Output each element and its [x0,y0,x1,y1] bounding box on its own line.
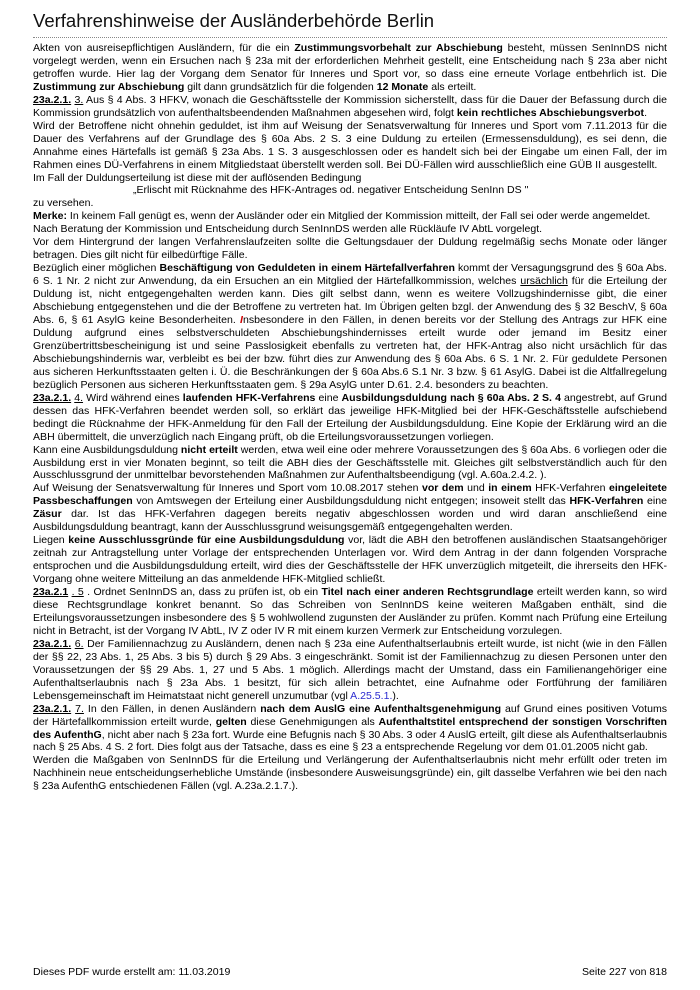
section-ref[interactable]: 23a.2.1. [33,702,72,715]
paragraph-section-7: 23a.2.1. 7. In den Fällen, in denen Ausländern nach dem AuslG eine Aufenthaltsgenehmigung auf Grund eines positiven Votums der Härtefallkommission erteilt wurde, gelten diese Genehmigungen als Aufenthaltstitel entsprechend der sonstigen Vorschriften des AufenthG, nicht aber nach § 23a fort. Wurde eine Befugnis nach § 30 Abs. 3 oder 4 AuslG erteilt, gilt diese als Aufenthaltserlaubnis nach § 25 Abs. 4 S. 2 fort. Dies folgt aus der Tatsache, dass es eine § 23 a entsprechende Regelung vor dem 01.01.2005 nicht gab. [33,702,668,754]
section-ref[interactable]: 23a.2.1 [33,586,69,599]
page-header [33,9,667,38]
paragraph-beratung: Nach Beratung der Kommission und Entscheidung durch SenInnDS werden alle Rückläufe IV AbtL vorgelegt. [33,223,543,236]
paragraph-versehen: zu versehen. [33,197,94,210]
paragraph-section-4: 23a.2.1. 4. Wird während eines laufenden HFK-Verfahrens eine Ausbildungsduldung nach § 60a Abs. 2 S. 4 angestrebt, auf Grund dessen das HFK-Verfahren beendet werden soll, so erklärt das jeweilige HFK-Mitglied bei der HFK-Geschäftsstelle aufschiebend bedingt die Rücknahme der HFK-Anmeldung für den Fall der Erteilung der Ausbildungsduldung. Eine Kopie der Erklärung wird an die ABH übermittelt, die unverzüglich nach Eingang prüft, ob die Erteilungsvoraussetzungen vorliegen. [33,391,667,443]
paragraph-bedingung-intro: Im Fall der Duldungserteilung ist diese mit der auflösenden Bedingung [33,171,362,184]
paragraph-nicht-erteilt: Kann eine Ausbildungsduldung nicht erteilt werden, etwa weil eine oder mehrere Voraussetzungen des § 60a Abs. 6 vorliegen oder die Ausbildung erst in vier Monaten beginnt, so teilt die ABH dies der Geschäftsstelle mit. Gleiches gilt selbstverständlich auch für den Ausschlussgrund der unmittelbar bevorstehenden Maßnahmen zur Aufenthaltsbeendigung (vgl. A.60a.2.4.2. ). [33,443,667,482]
page-number: Seite 227 von 818 [581,966,667,978]
paragraph-massgaben: Werden die Maßgaben von SenInnDS für die Erteilung und Verlängerung der Aufenthaltserlaubnis nicht mehr erfüllt oder treten im Nachhinein neue entscheidungserhebliche Umstände (insbesondere Ausweisungsgründe) ein, gilt dasselbe Verfahren wie bei den nach § 23a AufenthG entschiedenen Fällen (vgl. A.23a.2.1.7.). [33,754,667,793]
paragraph-geltungsdauer: Vor dem Hintergrund der langen Verfahrenslaufzeiten sollte die Geltungsdauer der Duldung regelmäßig sechs Monate oder länger betragen. Dies gilt nicht für eilbedürftige Fälle. [33,236,667,262]
paragraph-merke: Merke: In keinem Fall genügt es, wenn der Ausländer oder ein Mitglied der Kommission mitteilt, der Fall sei oder werde angemeldet. [33,210,651,223]
section-ref[interactable]: 23a.2.1. [33,637,72,650]
paragraph-section-5: 23a.2.1 . 5 . Ordnet SenInnDS an, dass zu prüfen ist, ob ein Titel nach einer anderen Rechtsgrundlage erteilt werden kann, so wird diese Rechtsgrundlage konkret benannt. So das Schreiben von SenInnDS keine weiteren Maßgaben enthält, sind die Erteilungsvoraussetzungen insbesondere des § 5 wohlwollend zugunsten der Ausländer zu prüfen. Kommt nach Prüfung eine Erteilung nicht in Betracht, ist der Vorgang IV AbtL, IV Z oder IV R mit einem kurzen Vermerk zur Entscheidung vorzulegen. [33,586,667,637]
paragraph-section-3: 23a.2.1. 3. Aus § 4 Abs. 3 HFKV, wonach die Geschäftsstelle der Kommission sicherstellt, dass für die Dauer der Befassung durch die Kommission grundsätzlich von aufenthaltsbeendenden Maßnahmen abgesehen wird, folgt kein rechtliches Abschiebungsverbot. [33,93,667,119]
paragraph-ausschlussgruende: Liegen keine Ausschlussgründe für eine Ausbildungsduldung vor, lädt die ABH den betroffenen ausländischen Staatsangehöriger zeitnah zur Antragstellung unter Vorlage der entsprechenden Unterlagen vor. Wird dem Antrag in der dann folgenden Vorsprache entsprochen und die Ausbildungsduldung erteilt, wird dies der Geschäftsstelle der HFK unverzüglich mitgeteilt, die ihrerseits den HFK-Vorgang ohne weitere Mitteilung an das anmeldende HFK-Mitglied schließt. [33,534,667,586]
paragraph-passbeschaffung: Auf Weisung der Senatsverwaltung für Inneres und Sport vom 10.08.2017 stehen vor dem und in einem HFK-Verfahren eingeleitete Passbeschaffungen von Amtswegen der Erteilung einer Ausbildungsduldung nicht entgegen; insoweit stellt das HFK-Verfahren eine Zäsur dar. Ist das HFK-Verfahren dagegen bereits negativ abgeschlossen worden und wird daran anschließend eine Ausbildungsduldung beantragt, kann der Ausschlussgrund weisungsgemäß entgegengehalten werden. [33,482,668,534]
section-number[interactable]: . 5 [71,586,84,599]
section-number[interactable]: 4. [74,391,84,404]
paragraph-section-6: 23a.2.1. 6. Der Familiennachzug zu Ausländern, denen nach § 23a eine Aufenthaltserlaubnis erteilt wurde, ist nicht (wie in den Fällen der §§ 22, 23 Abs. 1, 25 Abs. 3 bis 5) durch § 29 Abs. 3 eingeschränkt. Somit ist der Familiennachzug zu diesen Personen unter den Voraussetzungen der §§ 29 Abs. 1, 27 und 5 Abs. 1 möglich. Allerdings macht der Umstand, dass ein Familienangehöriger eine Aufenthaltserlaubnis nach § 23a Abs. 1 besitzt, für sich allein betrachtet, eine Aufnahme oder Fortführung der familiären Lebensgemeinschaft im Heimatstaat nicht generell unzumutbar (vgl A.25.5.1.). [33,637,667,702]
section-number[interactable]: 7. [75,702,84,715]
paragraph-zustimmungsvorbehalt: Akten von ausreisepflichtigen Ausländern, für die ein Zustimmungsvorbehalt zur Abschiebung besteht, müssen SenInnDS nicht vorgelegt werden, wenn ein Ersuchen nach § 23a mit der erforderlichen Mehrheit gestellt, eine Entscheidung nach § 23a aber nicht getroffen wurde. Hier lag der Vorgang dem Senator für Inneres und Sport vor, so dass eine erneute Vorlage entbehrlich ist. Die Zustimmung zur Abschiebung gilt dann grundsätzlich für die folgenden 12 Monate als erteilt. [33,42,667,93]
red-cursor-mark: I [240,314,243,327]
paragraph-beschaeftigung: Bezüglich einer möglichen Beschäftigung von Geduldeten in einem Härtefallverfahren kommt der Versagungsgrund des § 60a Abs. 6 S. 1 Nr. 2 nicht zur Anwendung, da ein Ersuchen an ein Mitglied der Härtefallkommission, welches ursächlich für die Erteilung der Duldung ist, nicht entgegengehalten werden kann. Dies gilt selbst dann, wenn es weitere Vollzugshindernisse gibt, die einer Abschiebung entgegenstehen und die der Betroffene zu vertreten hat. Im Übrigen gelten bzgl. der Anwendung des § 32 BeschV, § 60a Abs. 6, § 61 AsylG keine Besonderheiten. Insbesondere in den Fällen, in denen bereits vor der Stellung des Antrags zur HFK eine Duldung aufgrund eines selbstverschuldeten Abschiebungshindernisses erteilt wurde oder jemand im Besitz einer Grenzübertrittsbescheinigung ist und seine Passlosigkeit ebenfalls zu vertreten hat, der HFK-Antrag also nicht ursächlich für das Abschiebungshindernis war, verbleibt es bei der bzw. führt dies zur Anwendung des § 60a Abs. 6 S. 1 Nr. 2. Für geduldete Personen aus sicheren Herkunftsstaaten gelten i. Ü. die Beschränkungen der § 60a Abs.6 S.1 Nr. 3 bzw. § 61 AsylG. Dabei ist die Altfallregelung bezüglich Personen aus sicheren Herkunftsstaaten gem. § 29a AsylG unter D.61. 2.4. besonders zu beachten. [33,262,667,391]
section-ref[interactable]: 23a.2.1. [33,391,72,404]
cross-reference-link[interactable]: A.25.5.1. [350,689,393,702]
paragraph-bedingung-quote: „Erlischt mit Rücknahme des HFK-Antrages od. negativer Entscheidung SenInn DS " [133,184,529,197]
document-title: Verfahrenshinweise der Ausländerbehörde Berlin [33,10,435,31]
section-number[interactable]: 6. [74,637,84,650]
document-body [33,42,667,793]
section-number[interactable]: 3. [74,93,84,106]
creation-date: Dieses PDF wurde erstellt am: 11.03.2019 [33,966,231,978]
paragraph-duldung: Wird der Betroffene nicht ohnehin geduldet, ist ihm auf Weisung der Senatsverwaltung für Inneres und Sport vom 7.11.2013 für die Dauer des Verfahrens auf der Grundlage des § 60a Abs. 2 S. 3 eine Duldung zu erteilen (Ermessensduldung), es sei denn, die Annahme eines Härtefalls ist gemäß § 23a Abs. 1 S. 3 ausgeschlossen oder es handelt sich bei der Eingabe um einen Fall, der im Rahmen eines DÜ-Verfahrens in einem Mitgliedstaat überstellt werden soll. Bei DÜ-Fällen wird ausschließlich eine GÜB II ausgestellt. [33,119,667,171]
section-ref[interactable]: 23a.2.1. [33,93,72,106]
